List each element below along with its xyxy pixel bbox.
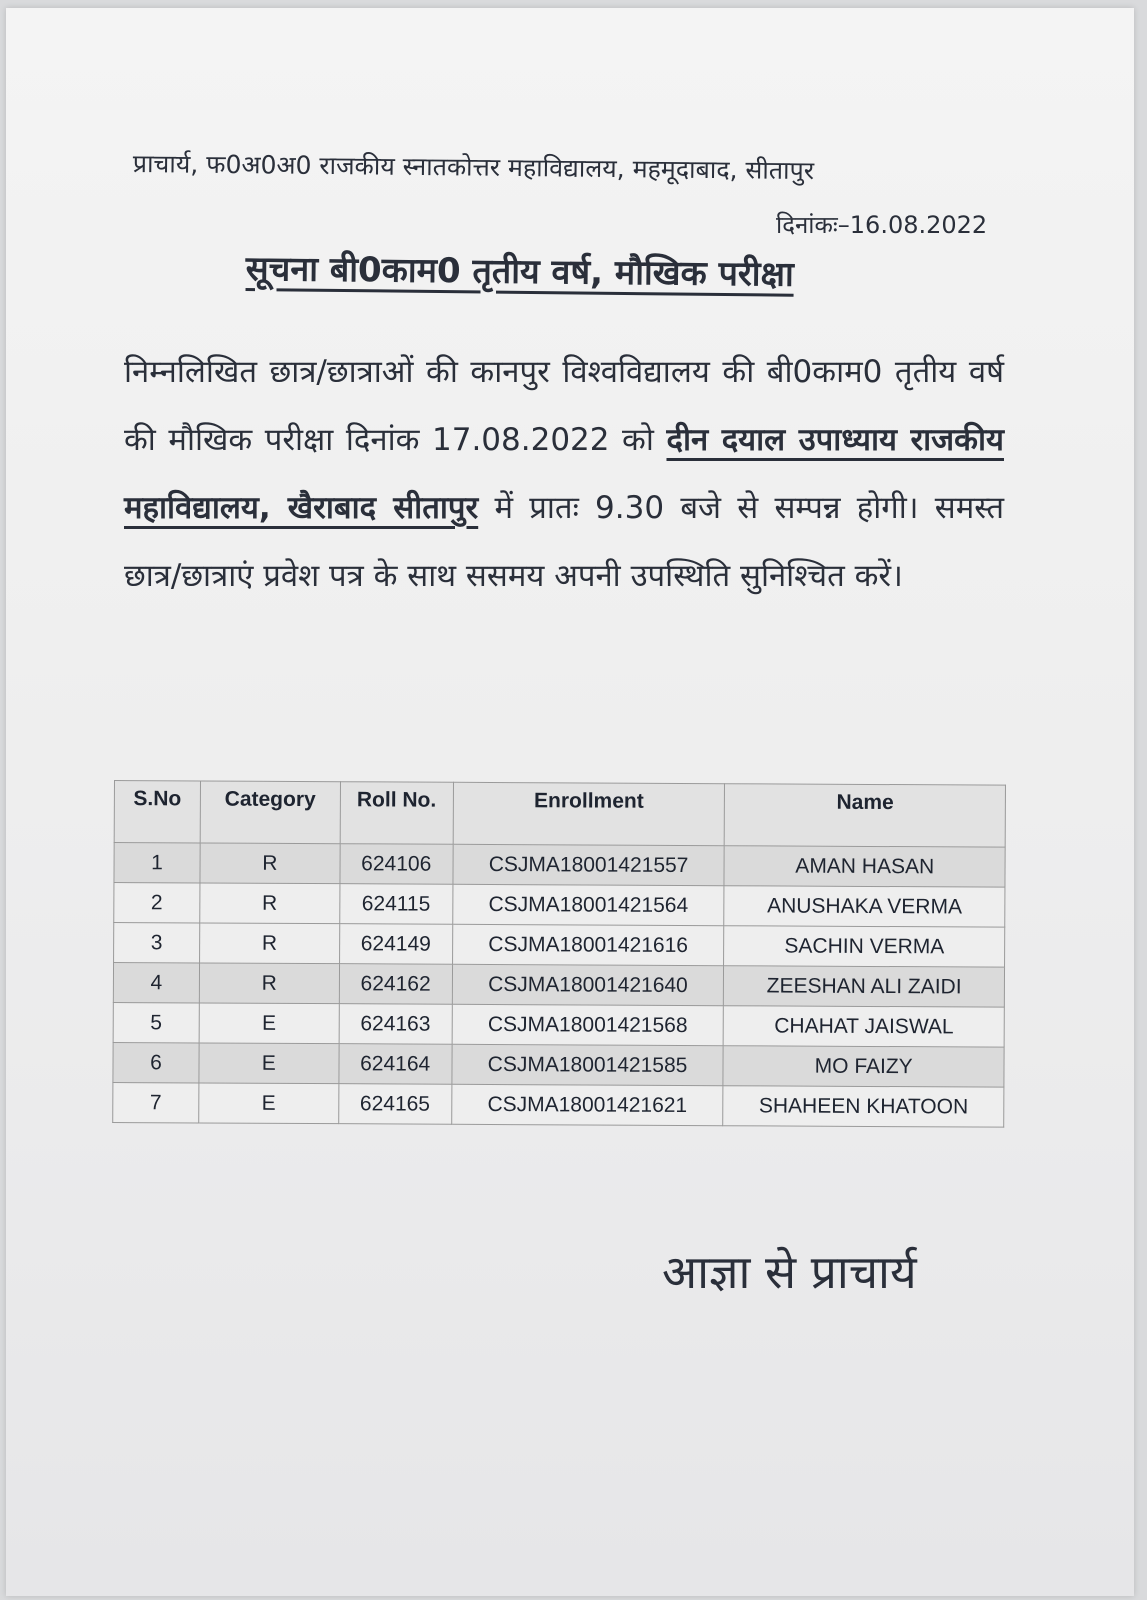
header-category: Category (200, 781, 340, 844)
cell-enrollment: CSJMA18001421568 (452, 1004, 724, 1045)
cell-roll-no: 624149 (339, 924, 452, 965)
cell-name: CHAHAT JAISWAL (724, 1006, 1005, 1047)
header-sno: S.No (114, 781, 200, 843)
header-name: Name (725, 784, 1006, 847)
table-row (114, 883, 1005, 928)
signature-line: आज्ञा से प्राचार्य (662, 1245, 917, 1299)
cell-roll-no: 624115 (340, 884, 453, 925)
institution-header: प्राचार्य, फ0अ0अ0 राजकीय स्नातकोत्तर महाविद्यालय, महमूदाबाद, सीतापुर (132, 148, 815, 186)
notice-title: सूचना बी0काम0 तृतीय वर्ष, मौखिक परीक्षा (245, 248, 794, 295)
table-row (113, 1082, 1004, 1127)
cell-roll-no: 624106 (340, 844, 453, 885)
notice-paper (6, 8, 1134, 1596)
cell-enrollment: CSJMA18001421557 (453, 844, 725, 885)
cell-category: E (199, 1043, 339, 1084)
cell-category: E (199, 1083, 339, 1124)
header-roll-no: Roll No. (340, 782, 453, 845)
cell-name: ZEESHAN ALI ZAIDI (724, 966, 1005, 1007)
cell-roll-no: 624164 (339, 1044, 452, 1085)
cell-enrollment: CSJMA18001421621 (451, 1084, 723, 1125)
table-row (114, 923, 1005, 968)
cell-roll-no: 624165 (338, 1084, 451, 1125)
cell-category: R (199, 923, 339, 964)
notice-body (124, 338, 1004, 610)
body-part-2: में प्रातः 9.30 बजे से सम्पन्न होगी। समस्त छात्र/छात्राएं प्रवेश पत्र के साथ ससमय अपनी उपस्थिति सुनिश्चित करें। (124, 490, 1004, 594)
student-table (112, 780, 1006, 1128)
table-row (113, 963, 1004, 1008)
header-enrollment: Enrollment (453, 782, 725, 845)
cell-name: MO FAIZY (723, 1046, 1004, 1087)
cell-enrollment: CSJMA18001421640 (452, 964, 724, 1005)
cell-sno: 1 (114, 843, 200, 883)
cell-name: SHAHEEN KHATOON (723, 1086, 1004, 1127)
cell-sno: 6 (113, 1042, 199, 1082)
notice-date: दिनांकः–16.08.2022 (776, 211, 988, 239)
cell-category: R (199, 963, 339, 1004)
table-row (113, 1002, 1004, 1047)
cell-sno: 2 (114, 883, 200, 923)
cell-name: ANUSHAKA VERMA (724, 886, 1005, 927)
exam-venue: दीन दयाल उपाध्याय राजकीय महाविद्यालय, खैराबाद सीतापुर (124, 422, 1004, 526)
table-row (114, 843, 1005, 888)
cell-enrollment: CSJMA18001421616 (452, 924, 724, 965)
cell-name: SACHIN VERMA (724, 926, 1005, 967)
student-table-wrapper (112, 780, 1006, 1128)
cell-roll-no: 624163 (339, 1004, 452, 1045)
body-part-1: निम्नलिखित छात्र/छात्राओं की कानपुर विश्वविद्यालय की बी0काम0 तृतीय वर्ष की मौखिक परीक्षा दिनांक 17.08.2022 को (124, 354, 1004, 458)
cell-enrollment: CSJMA18001421585 (452, 1044, 724, 1085)
cell-category: R (200, 883, 340, 924)
table-row (113, 1042, 1004, 1087)
cell-enrollment: CSJMA18001421564 (452, 884, 724, 925)
cell-sno: 3 (114, 923, 200, 963)
cell-sno: 7 (113, 1082, 199, 1122)
cell-roll-no: 624162 (339, 964, 452, 1005)
cell-sno: 5 (113, 1002, 199, 1042)
cell-category: E (199, 1003, 339, 1044)
cell-name: AMAN HASAN (724, 846, 1005, 887)
cell-sno: 4 (113, 963, 199, 1003)
table-header-row (114, 781, 1005, 848)
cell-category: R (200, 843, 340, 884)
